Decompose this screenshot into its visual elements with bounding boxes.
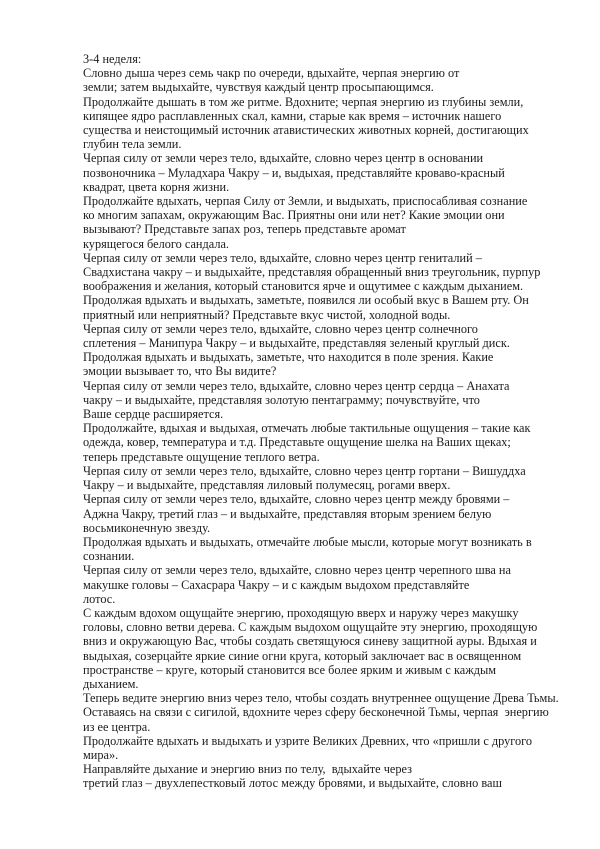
text-line: Чакру – и выдыхайте, представляя лиловый полумесяц, рогами вверх.: [83, 478, 451, 493]
text-line: приятный или неприятный? Представьте вкус чистой, холодной воды.: [83, 307, 451, 322]
text-line: С каждым вдохом ощущайте энергию, проходящую вверх и наружу через макушку: [83, 605, 519, 620]
text-line: Черпая силу от земли через тело, вдыхайте, словно через центр между бровями –: [83, 492, 510, 507]
text-line: лотос.: [83, 591, 116, 606]
text-line: третий глаз – двухлепестковый лотос между бровями, и выдыхайте, словно ваш: [83, 776, 502, 791]
text-line: Черпая силу от земли через тело, вдыхайте, словно через центр черепного шва на: [83, 563, 511, 578]
text-line: Оставаясь на связи с сигилой, вдохните через сферу бесконечной Тьмы, черпая энергию: [83, 705, 549, 720]
text-line: пространстве – круге, который становится все более ярким и живым с каждым: [83, 662, 496, 677]
text-line: 3-4 неделя:: [83, 52, 142, 66]
text-line: Черпая силу от земли через тело, вдыхайте, словно через центр солнечного: [83, 321, 478, 336]
text-line: Аджна Чакру, третий глаз – и выдыхайте, представляя вторым зрением белую: [83, 506, 492, 521]
text-line: позвоночника – Муладхара Чакру – и, выдыхая, представляйте кроваво-красный: [83, 165, 505, 180]
text-line: Черпая силу от земли через тело, вдыхайте, словно через центр в основании: [83, 151, 484, 166]
text-line: Теперь ведите энергию вниз через тело, чтобы создать внутреннее ощущение Древа Тьмы.: [83, 691, 559, 706]
text-line: одежда, ковер, температура и т.д. Представьте ощущение шелка на Ваших щеках;: [83, 435, 511, 450]
text-line: глубин тела земли.: [83, 137, 182, 152]
text-line: земли; затем выдыхайте, чувствуя каждый центр просыпающимся.: [83, 80, 434, 95]
text-line: Продолжая вдыхать и выдыхать, заметьте, появился ли особый вкус в Вашем рту. Он: [83, 293, 529, 308]
text-line: Словно дыша через семь чакр по очереди, вдыхайте, черпая энергию от: [83, 66, 460, 81]
text-line: Продолжая вдыхать и выдыхать, отмечайте любые мысли, которые могут возникать в: [83, 534, 532, 549]
text-line: Продолжая вдыхать и выдыхать, заметьте, что находится в поле зрения. Какие: [83, 350, 494, 365]
text-line: кипящее ядро расплавленных скал, камни, старые как время – источник нашего: [83, 108, 502, 123]
text-line: сознании.: [83, 549, 135, 564]
text-line: ко многим запахам, окружающим Вас. Приятны они или нет? Какие эмоции они: [83, 208, 505, 223]
text-line: квадрат, цвета корня жизни.: [83, 179, 230, 194]
text-line: макушке головы – Сахасрара Чакру – и с каждым выдохом представляйте: [83, 577, 470, 592]
text-line: курящегося белого сандала.: [83, 236, 229, 251]
text-line: теперь представьте ощущение теплого ветра.: [83, 449, 320, 464]
text-line: Направляйте дыхание и энергию вниз по телу, вдыхайте через: [83, 762, 412, 777]
text-line: головы, словно ветви дерева. С каждым выдохом ощущайте эту энергию, проходящую: [83, 620, 538, 635]
text-line: сплетения – Манипура Чакру – и выдыхайте, представляя зеленый круглый диск.: [83, 336, 510, 351]
text-line: Черпая силу от земли через тело, вдыхайте, словно через центр гениталий –: [83, 250, 482, 265]
text-line: вниз и окружающую Вас, чтобы создать светящуюся синеву защитной ауры. Вдыхая и: [83, 634, 537, 649]
text-line: мира».: [83, 747, 119, 762]
text-line: выдыхая, созерцайте яркие синие огни круга, который заключает вас в освященном: [83, 648, 522, 663]
text-line: дыханием.: [83, 676, 139, 691]
text-line: Ваше сердце расширяется.: [83, 407, 224, 422]
text-line: Черпая силу от земли через тело, вдыхайте, словно через центр гортани – Вишуддха: [83, 463, 526, 478]
text-line: из ее центра.: [83, 719, 151, 734]
text-line: восьмиконечную звезду.: [83, 520, 211, 535]
text-line: чакру – и выдыхайте, представляя золотую пентаграмму; почувствуйте, что: [83, 392, 480, 407]
text-line: Продолжайте, вдыхая и выдыхая, отмечать любые тактильные ощущения – такие как: [83, 421, 531, 436]
text-line: существа и неистощимый источник атавистических животных корней, достигающих: [83, 123, 529, 138]
text-line: воображения и желания, который становится ярче и ощутимее с каждым дыханием.: [83, 279, 524, 294]
text-line: Черпая силу от земли через тело, вдыхайте, словно через центр сердца – Анахата: [83, 378, 510, 393]
text-line: Продолжайте дышать в том же ритме. Вдохните; черпая энергию из глубины земли,: [83, 94, 524, 109]
text-line: эмоции вызывает то, что Вы видите?: [83, 364, 277, 379]
text-line: Продолжайте вдыхать и выдыхать и узрите Великих Древних, что «пришли с другого: [83, 733, 533, 748]
text-line: вызывают? Представьте запах роз, теперь представьте аромат: [83, 222, 406, 237]
text-line: Свадхистана чакру – и выдыхайте, представляя обращенный вниз треугольник, пурпур: [83, 265, 541, 280]
text-block: [83, 52, 558, 791]
text-line: Продолжайте вдыхать, черпая Силу от Земли, и выдыхать, приспосабливая сознание: [83, 194, 528, 209]
